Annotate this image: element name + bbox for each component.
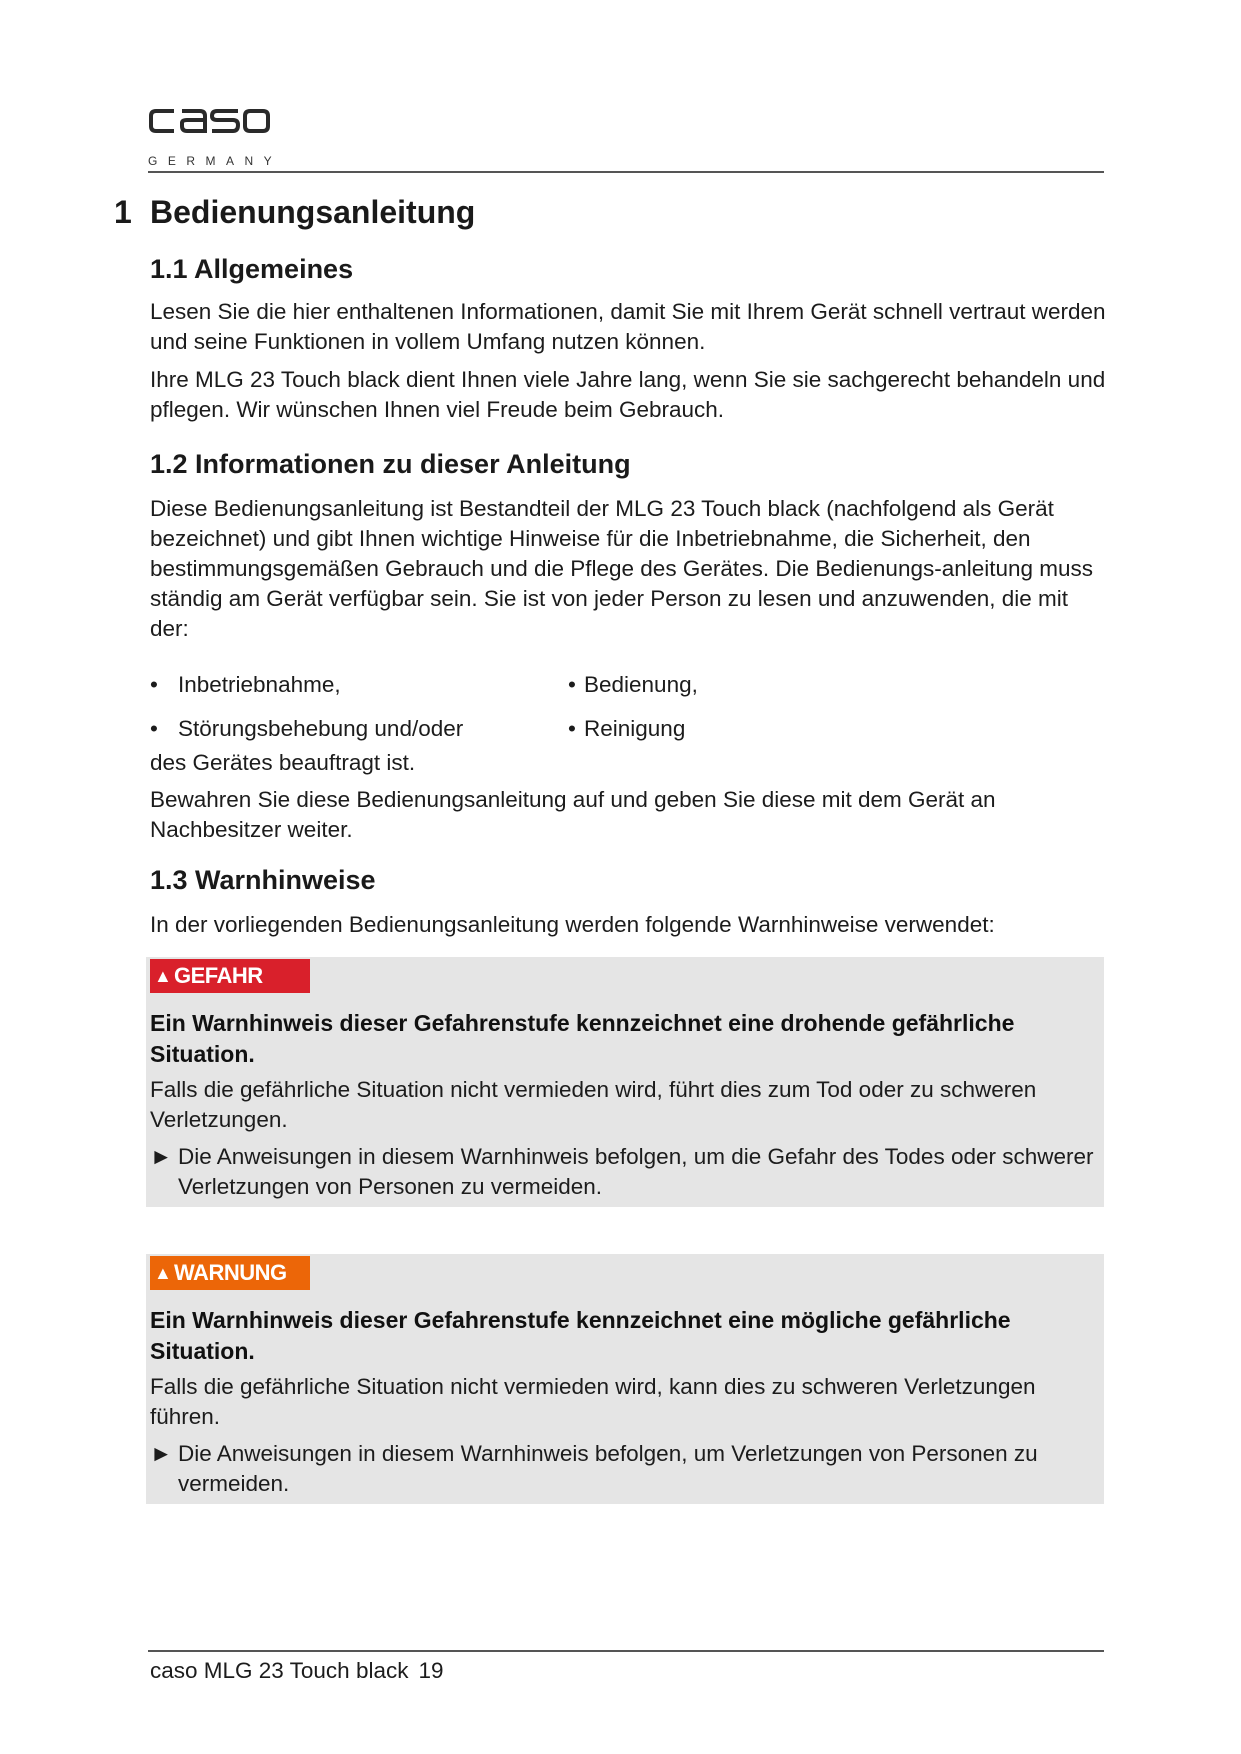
warning-triangle-icon: ▲ [154,1263,172,1283]
arrow-right-icon: ► [150,1441,173,1466]
header-rule [148,171,1104,173]
warning-text: Falls die gefährliche Situation nicht vermieden wird, kann dies zu schweren Verletzungen führen. [150,1374,1036,1429]
paragraph: des Gerätes beauftragt ist. [150,750,416,775]
brand-logo [148,106,283,176]
danger-instruction: ► Die Anweisungen in diesem Warnhinweis befolgen, um die Gefahr des Todes oder schwerer Verletzungen von Personen zu vermeiden. [150,1144,1094,1199]
paragraph: Diese Bedienungsanleitung ist Bestandteil der MLG 23 Touch black (nachfolgend als Gerät bezeichnet) und gibt Ihnen wichtige Hinweise für die Inbetriebnahme, die Sicherheit, den bestimmungsgemäßen Gebrauch und die Pflege des Gerätes. Die Bedienungs-anleitung muss ständig am Gerät verfügbar sein. Sie ist von jeder Person zu lesen und anzuwenden, die mit der: [150,496,1094,641]
chapter-number: 1 [114,194,132,230]
warning-instruction: ► Die Anweisungen in diesem Warnhinweis befolgen, um Verletzungen von Personen zu vermeiden. [150,1441,1038,1496]
section-title-allgemeines: 1.1 Allgemeines [150,254,354,284]
warning-triangle-icon: ▲ [154,966,172,986]
page-number: 19 [418,1658,444,1683]
danger-text: Falls die gefährliche Situation nicht vermieden wird, führt dies zum Tod oder zu schweren Verletzungen. [150,1077,1037,1132]
danger-heading: Ein Warnhinweis dieser Gefahrenstufe kennzeichnet eine drohende gefährliche Situation. [150,1010,1015,1067]
footer-rule [148,1650,1104,1652]
section-allgemeines-body [150,297,1110,425]
section-title-warnhinweise: 1.3 Warnhinweise [150,865,376,895]
paragraph: Ihre MLG 23 Touch black dient Ihnen viele Jahre lang, wenn Sie sie sachgerecht behandeln und pflegen. Wir wünschen Ihnen viel Freude beim Gebrauch. [150,367,1106,422]
paragraph: Lesen Sie die hier enthaltenen Informationen, damit Sie mit Ihrem Gerät schnell vertraut werden und seine Funktionen in vollem Umfang nutzen können. [150,299,1106,354]
footer-title: caso MLG 23 Touch black [150,1658,409,1683]
chapter-title [114,194,475,231]
warning-notice-box [146,1254,1104,1504]
caso-logo-icon [148,106,272,136]
warning-badge: ▲ WARNUNG [150,1256,310,1290]
arrow-right-icon: ► [150,1144,173,1169]
page-footer [150,1658,444,1684]
section-title-informationen: 1.2 Informationen zu dieser Anleitung [150,449,631,479]
chapter-title-text: Bedienungsanleitung [150,194,476,230]
logo-subtitle: GERMANY [148,154,283,168]
paragraph: In der vorliegenden Bedienungsanleitung werden folgende Warnhinweise verwendet: [150,912,995,937]
danger-notice-box [146,957,1104,1207]
warning-heading: Ein Warnhinweis dieser Gefahrenstufe kennzeichnet eine mögliche gefährliche Situation. [150,1307,1011,1364]
paragraph: Bewahren Sie diese Bedienungsanleitung auf und geben Sie diese mit dem Gerät an Nachbesitzer weiter. [150,787,996,842]
danger-badge: ▲ GEFAHR [150,959,310,993]
